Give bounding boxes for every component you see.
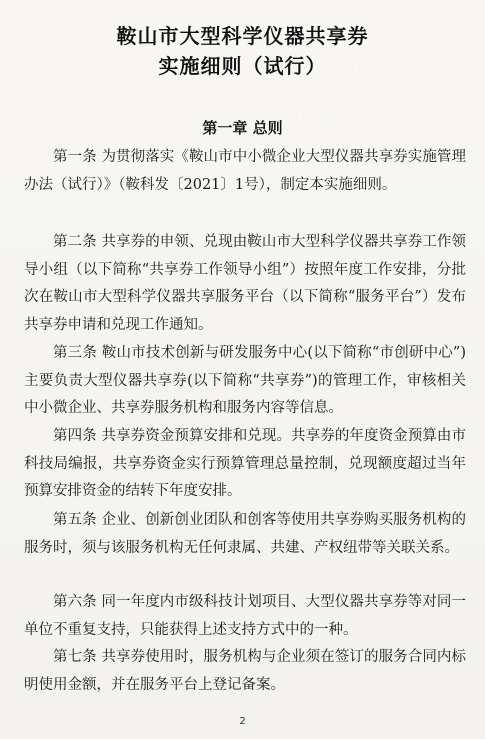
chapter-heading: 第一章 总则: [202, 119, 283, 137]
document-title-line-1: 鞍山市大型科学仪器共享券: [116, 24, 369, 48]
article-5: 第五条 企业、创新创业团队和创客等使用共享券购买服务机构的服务时，须与该服务机构无任何隶属、共建、产权纽带等关联关系。: [24, 512, 466, 556]
article-3: 第三条 鞍山市技术创新与研发服务中心(以下简称“市创研中心”)主要负责大型仪器共享券(以下简称“共享券”)的管理工作，审核相关中小微企业、共享券服务机构和服务内容等信息。: [24, 345, 466, 416]
document-title-line-2: 实施细则（试行）: [158, 54, 327, 78]
article-6: 第六条 同一年度内市级科技计划项目、大型仪器共享券等对同一单位不重复支持，只能获得上述支持方式中的一种。: [24, 594, 466, 638]
article-7: 第七条 共享券使用时，服务机构与企业须在签订的服务合同内标明使用金额，并在服务平台上登记备案。: [24, 649, 466, 693]
article-4: 第四条 共享券资金预算安排和兑现。共享券的年度资金预算由市科技局编报，共享券资金实行预算管理总量控制，兑现额度超过当年预算安排资金的结转下年度安排。: [24, 428, 466, 499]
page-number: 2: [239, 716, 246, 727]
article-1: 第一条 为贯彻落实《鞍山市中小微企业大型仪器共享券实施管理办法（试行）》（鞍科发〔2021〕1号），制定本实施细则。: [24, 149, 466, 193]
bleed-through-text: · · · · · · · · · · ·: [330, 62, 404, 75]
bleed-through-text: · · · · · · · · · · · · ·: [260, 108, 348, 121]
article-2: 第二条 共享券的申领、兑现由鞍山市大型科学仪器共享券工作领导小组（以下简称“共享券工作领导小组”）按照年度工作安排，分批次在鞍山市大型科学仪器共享服务平台（以下简称“服务平台”）发布共享券申请和兑现工作通知。: [24, 234, 466, 333]
